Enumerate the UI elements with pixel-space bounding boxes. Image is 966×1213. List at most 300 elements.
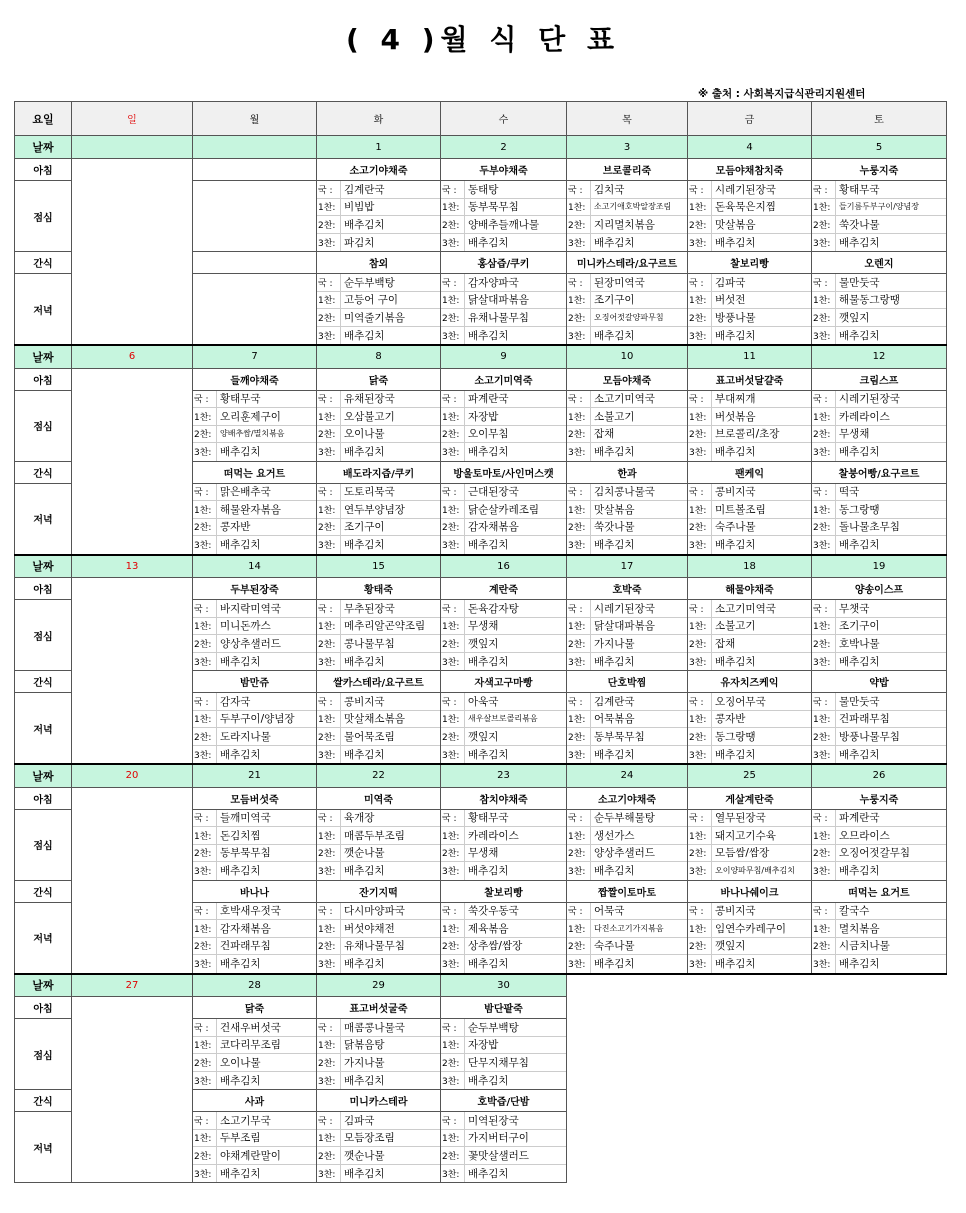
dish-line [317,746,440,764]
dish-line [567,827,687,845]
dish-line [317,391,440,409]
dish-key: 3찬: [193,443,217,461]
dish-line [567,327,687,345]
dish-line [688,327,811,345]
snack-menu: 유자치즈케익 [688,671,812,693]
dish-key: 1찬: [317,501,341,518]
dish-line [317,443,440,461]
dish-name: 어묵국 [594,905,625,918]
empty-date [688,974,812,997]
dinner-menu [317,483,441,555]
dish-line [193,862,316,880]
dish-line [567,426,687,444]
dish-name: 배추김치 [220,446,261,459]
dish-name: 콩자반 [715,713,746,726]
dinner-menu [567,483,688,555]
dish-line [441,728,566,746]
dish-key: 3찬: [317,862,341,880]
dish-name: 배추김치 [220,539,261,552]
dish-name: 배추김치 [839,748,880,761]
dish-line [567,216,687,234]
dish-name: 돈육감자탕 [468,602,519,615]
day-date: 1 [317,136,441,159]
dish-name: 깻잎지 [715,940,746,953]
breakfast-menu: 소고기야채죽 [317,159,441,181]
dish-key: 3찬: [688,234,712,252]
dish-key: 국 : [317,903,341,920]
dish-name: 배추김치 [594,748,635,761]
dish-name: 배추김치 [344,329,385,342]
snack-menu: 홍삼즙/쿠키 [441,252,567,274]
dish-name: 배추김치 [839,655,880,668]
dish-key: 국 : [688,391,712,408]
dish-line [317,827,440,845]
dish-key: 국 : [567,484,591,501]
dish-name: 감자국 [220,695,251,708]
dish-name: 브로콜리/초장 [715,428,780,441]
dish-name: 동그랑땡 [715,730,756,743]
dish-key: 3찬: [567,443,591,461]
dish-line [441,955,566,973]
dish-key: 2찬: [441,519,465,536]
dish-name: 떡국 [839,486,860,499]
dish-key: 2찬: [317,845,341,862]
dish-line [193,1054,316,1072]
dish-key: 국 : [193,484,217,501]
dish-line [441,938,566,956]
dinner-menu [688,693,812,765]
dish-name: 양상추샐러드 [220,637,281,650]
dish-name: 배추김치 [344,446,385,459]
day-date: 11 [688,345,812,368]
dish-key: 1찬: [567,408,591,425]
dish-key: 2찬: [812,426,836,443]
lunch-menu [812,181,947,252]
lunch-menu [688,390,812,461]
sunday-date: 20 [72,764,193,787]
snack-menu: 오렌지 [812,252,947,274]
dish-name: 버섯전 [715,294,746,307]
dish-key: 국 : [567,274,591,291]
dish-key: 1찬: [193,1037,217,1054]
date-label: 날짜 [15,974,72,997]
dish-key: 국 : [193,1019,217,1036]
dish-name: 깻잎지 [468,637,499,650]
day-date: 28 [193,974,317,997]
dish-name: 깻잎지 [839,311,870,324]
dish-key: 국 : [193,600,217,617]
dish-key: 2찬: [688,938,712,955]
dish-line [441,1019,566,1037]
dish-key: 2찬: [688,216,712,233]
day-date: 8 [317,345,441,368]
dish-key: 국 : [317,1112,341,1129]
dish-name: 오삼불고기 [344,410,395,423]
dinner-label: 저녁 [15,902,72,974]
dish-key: 2찬: [812,309,836,326]
dish-key: 3찬: [812,327,836,345]
dish-key: 국 : [441,693,465,710]
lunch-menu [441,181,567,252]
dish-name: 지리멸치볶음 [594,218,655,231]
dish-line [567,653,687,671]
dish-line [441,216,566,234]
empty-cell [812,1112,947,1183]
day-date: 4 [688,136,812,159]
dish-key: 2찬: [567,635,591,652]
dish-name: 배추김치 [220,1074,261,1087]
dish-line [812,426,946,444]
dish-name: 닭볶음탕 [344,1039,385,1052]
dish-name: 배추김치 [220,958,261,971]
dish-line [812,181,946,199]
dish-name: 오징어무국 [715,695,766,708]
dish-key: 3찬: [812,443,836,461]
dish-line [317,501,440,519]
dish-key: 2찬: [193,938,217,955]
dish-line [567,519,687,537]
dish-line [812,653,946,671]
dish-line [193,600,316,618]
dish-name: 배추김치 [468,446,509,459]
dish-key: 국 : [441,181,465,198]
dish-line [317,1019,440,1037]
dinner-menu [441,1112,567,1183]
dish-key: 2찬: [193,1054,217,1071]
dish-name: 배추김치 [344,218,385,231]
dish-line [688,501,811,519]
dish-key: 3찬: [812,955,836,973]
dish-key: 1찬: [441,292,465,309]
dish-key: 3찬: [567,862,591,880]
dish-line [567,443,687,461]
dish-key: 국 : [441,484,465,501]
dish-line [567,309,687,327]
empty-cell [193,159,317,181]
snack-menu: 찰붕어빵/요구르트 [812,461,947,483]
snack-menu: 팬케익 [688,461,812,483]
dish-key: 2찬: [688,426,712,443]
dinner-menu [193,483,317,555]
dish-line [193,536,316,554]
dish-key: 1찬: [812,408,836,425]
breakfast-label: 아침 [15,159,72,181]
dish-name: 감자채볶음 [468,521,519,534]
dish-name: 배추김치 [344,1167,385,1180]
dish-name: 배추김치 [715,539,756,552]
dish-line [441,309,566,327]
weekday-header: 목 [567,102,688,136]
dish-name: 가지버터구이 [468,1132,529,1145]
dinner-menu [688,902,812,974]
dish-name: 상추쌈/쌈장 [468,940,523,953]
dish-line [688,827,811,845]
dish-line [567,845,687,863]
dish-line [193,711,316,729]
dish-name: 조기구이 [594,294,635,307]
dish-name: 쑥갓나물 [839,218,880,231]
dish-name: 다진소고기가지볶음 [594,923,664,933]
dish-name: 카레라이스 [468,829,519,842]
dish-name: 배추김치 [594,865,635,878]
date-label: 날짜 [15,136,72,159]
dish-key: 3찬: [193,653,217,671]
lunch-menu [567,390,688,461]
dish-key: 3찬: [567,536,591,554]
dish-key: 3찬: [688,443,712,461]
dish-name: 깻잎지 [468,730,499,743]
dish-name: 야채계란말이 [220,1149,281,1162]
dish-name: 소고기미역국 [594,393,655,406]
breakfast-menu: 모듬야채참치죽 [688,159,812,181]
breakfast-menu: 표고버섯굴죽 [317,997,441,1019]
dish-key: 1찬: [688,199,712,216]
dish-key: 3찬: [567,955,591,973]
dish-line [441,199,566,217]
dish-line [441,1165,566,1183]
dish-name: 배추김치 [594,958,635,971]
dish-line [812,827,946,845]
dish-key: 1찬: [688,618,712,635]
lunch-label: 점심 [15,1019,72,1090]
dish-line [812,903,946,921]
dish-line [688,484,811,502]
dish-name: 배추김치 [344,748,385,761]
dish-line [567,181,687,199]
lunch-menu [688,600,812,671]
dish-name: 도토리묵국 [344,486,395,499]
dish-name: 조기구이 [344,521,385,534]
dish-key: 1찬: [193,1130,217,1147]
snack-label: 간식 [15,1090,72,1112]
dish-key: 1찬: [317,408,341,425]
breakfast-label: 아침 [15,578,72,600]
dish-line [441,501,566,519]
breakfast-menu: 미역죽 [317,787,441,809]
breakfast-menu: 게살계란죽 [688,787,812,809]
dish-line [688,693,811,711]
sunday-date: 13 [72,555,193,578]
breakfast-menu: 들깨야채죽 [193,368,317,390]
dish-name: 콩비지국 [715,905,756,918]
empty-date [567,974,688,997]
dish-key: 2찬: [317,728,341,745]
dish-key: 국 : [688,274,712,291]
dish-line [441,234,566,252]
dish-name: 물어묵조림 [344,730,395,743]
weekday-header-label: 요일 [15,102,72,136]
dish-key: 2찬: [317,1054,341,1071]
dish-line [688,845,811,863]
dish-line [193,1130,316,1148]
dish-line [317,274,440,292]
breakfast-label: 아침 [15,997,72,1019]
dish-key: 국 : [567,600,591,617]
dish-key: 1찬: [317,827,341,844]
dish-line [812,408,946,426]
dish-key: 2찬: [812,635,836,652]
dish-line [193,938,316,956]
lunch-menu [193,1019,317,1090]
dish-line [688,309,811,327]
dish-name: 새우살브로콜리볶음 [468,714,538,724]
dish-name: 오징어젓갈무침 [839,847,911,860]
dish-line [193,391,316,409]
dish-line [812,810,946,828]
dish-key: 국 : [317,693,341,710]
lunch-menu [317,809,441,880]
dish-key: 1찬: [688,920,712,937]
sunday-cell [72,368,193,555]
dish-line [441,618,566,636]
dinner-menu [812,274,947,346]
dish-line [688,234,811,252]
dish-key: 3찬: [193,536,217,554]
dish-key: 3찬: [317,1072,341,1090]
dish-key: 2찬: [193,519,217,536]
dish-line [193,501,316,519]
dish-key: 국 : [688,810,712,827]
dish-line [441,711,566,729]
dish-line [441,519,566,537]
dish-line [317,711,440,729]
dish-key: 3찬: [441,955,465,973]
dish-name: 들깨미역국 [220,812,271,825]
dish-name: 다시마양파국 [344,905,405,918]
dish-name: 김계란국 [344,183,385,196]
dish-name: 닭살대파볶음 [468,294,529,307]
dish-key: 2찬: [567,728,591,745]
dish-line [193,903,316,921]
dish-line [567,903,687,921]
weekday-header: 토 [812,102,947,136]
day-date: 17 [567,555,688,578]
dish-key: 2찬: [688,845,712,862]
weekday-header: 수 [441,102,567,136]
dish-key: 3찬: [812,746,836,764]
dish-key: 국 : [567,810,591,827]
dish-line [317,327,440,345]
dish-name: 김치국 [594,183,625,196]
lunch-menu [317,390,441,461]
dish-key: 3찬: [567,653,591,671]
day-date: 22 [317,764,441,787]
dish-line [441,810,566,828]
dish-line [441,827,566,845]
dish-line [193,955,316,973]
dish-name: 소고기미역국 [715,602,776,615]
dish-line [317,920,440,938]
dish-key: 3찬: [441,862,465,880]
dish-line [441,1054,566,1072]
dish-key: 1찬: [567,199,591,216]
dish-key: 3찬: [567,327,591,345]
dish-name: 부대찌개 [715,393,756,406]
dish-name: 칼국수 [839,905,870,918]
dish-key: 2찬: [441,635,465,652]
dish-name: 맛살채소볶음 [344,713,405,726]
day-date: 14 [193,555,317,578]
dish-line [317,653,440,671]
dish-line [688,426,811,444]
lunch-menu [441,809,567,880]
dish-key: 2찬: [441,728,465,745]
lunch-label: 점심 [15,181,72,252]
dish-key: 2찬: [441,216,465,233]
dish-name: 유채된장국 [344,393,395,406]
lunch-label: 점심 [15,390,72,461]
dish-line [193,443,316,461]
dinner-menu [441,693,567,765]
dinner-menu [812,902,947,974]
dish-name: 버섯볶음 [715,410,756,423]
lunch-menu [317,1019,441,1090]
dish-key: 1찬: [193,408,217,425]
dish-key: 1찬: [567,827,591,844]
dish-name: 순두부백탕 [468,1021,519,1034]
dish-name: 해물완자볶음 [220,503,281,516]
dish-name: 건파래무침 [839,713,890,726]
dish-name: 배추김치 [594,236,635,249]
dish-key: 국 : [812,274,836,291]
dish-line [441,920,566,938]
weekday-header: 화 [317,102,441,136]
dish-line [688,618,811,636]
dish-line [812,443,946,461]
dish-name: 시금치나물 [839,940,890,953]
dish-line [688,711,811,729]
dish-line [567,920,687,938]
empty-cell [193,252,317,274]
dish-key: 3찬: [441,746,465,764]
dish-name: 잡채 [594,428,615,441]
dish-key: 국 : [193,810,217,827]
snack-menu: 짭짤이토마토 [567,880,688,902]
dish-key: 국 : [441,1112,465,1129]
dish-line [317,1130,440,1148]
dish-name: 배추김치 [594,539,635,552]
dish-key: 2찬: [567,216,591,233]
dish-name: 열무된장국 [715,812,766,825]
snack-menu: 호박즙/단밤 [441,1090,567,1112]
dish-name: 호박새우젓국 [220,905,281,918]
dish-name: 동그랑땡 [839,503,880,516]
dish-line [441,408,566,426]
breakfast-menu: 닭죽 [193,997,317,1019]
dish-line [688,216,811,234]
dish-name: 양배추쌈/멸치볶음 [220,429,285,439]
dish-name: 모듬쌈/쌈장 [715,847,770,860]
dish-name: 배추김치 [220,748,261,761]
dish-name: 잡채 [715,637,736,650]
dish-line [441,181,566,199]
dish-key: 1찬: [812,827,836,844]
dish-key: 3찬: [688,536,712,554]
dish-name: 배추김치 [468,865,509,878]
dish-key: 2찬: [567,426,591,443]
dish-line [567,536,687,554]
dish-name: 소고기무국 [220,1114,271,1127]
dish-key: 국 : [317,1019,341,1036]
dish-name: 깻순나물 [344,1149,385,1162]
dish-line [688,955,811,973]
page-title: ( 4 )월 식 단 표 [345,23,620,56]
snack-menu: 참외 [317,252,441,274]
empty-cell [812,997,947,1019]
dish-line [688,728,811,746]
dish-key: 1찬: [812,618,836,635]
dish-key: 2찬: [317,519,341,536]
